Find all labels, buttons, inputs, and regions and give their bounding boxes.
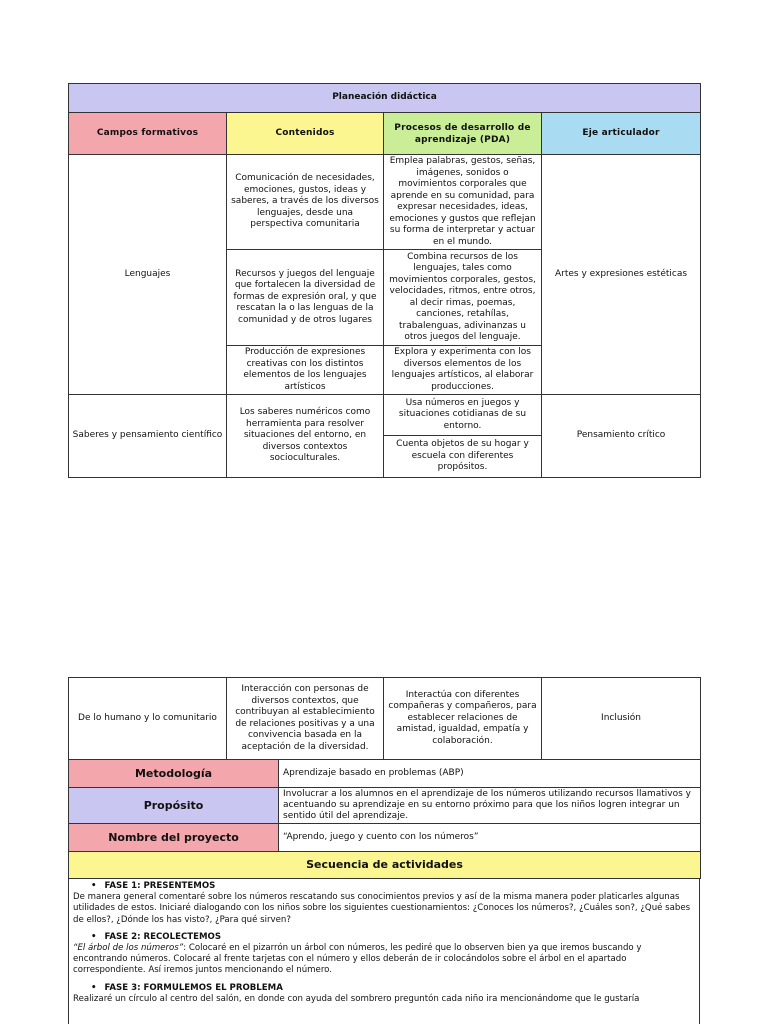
fase-1-title: • FASE 1: PRESENTEMOS <box>73 881 695 892</box>
fase-2-activity-name: “El árbol de los números” <box>73 943 184 954</box>
header-eje-articulador: Eje articulador <box>542 113 701 155</box>
campo-humano: De lo humano y lo comunitario <box>69 678 227 760</box>
fase-2-description: : Colocaré en el pizarrón un árbol con números, les pediré que lo observen bien ya que iremos buscando y encontrando números. Colocaré al frente tarjetas con el número y ellos deberán de ir colocándolos sobre el árbol en el apartado correspondiente. Así iremos juntos mencionando el número. <box>73 943 642 976</box>
eje-inclusion: Inclusión <box>542 678 701 760</box>
planeacion-table <box>68 83 701 478</box>
metodologia-value: Aprendizaje basado en problemas (ABP) <box>279 760 701 788</box>
header-contenidos: Contenidos <box>227 113 384 155</box>
contenido-cell: Interacción con personas de diversos contextos, que contribuyan al establecimiento de relaciones positivas y a una convivencia basada en la aceptación de la diversidad. <box>227 678 384 760</box>
secuencia-body <box>68 879 700 1024</box>
header-pda: Procesos de desarrollo de aprendizaje (PDA) <box>384 113 542 155</box>
contenido-cell: Recursos y juegos del lenguaje que fortalecen la diversidad de formas de expresión oral, y que rescatan la o las lenguas de la comunidad y de otros lugares <box>227 250 384 346</box>
proyecto-label: Nombre del proyecto <box>69 824 279 852</box>
proyecto-value: “Aprendo, juego y cuento con los números” <box>279 824 701 852</box>
contenido-cell: Producción de expresiones creativas con los distintos elementos de los lenguajes artísticos <box>227 346 384 395</box>
proposito-value: Involucrar a los alumnos en el aprendizaje de los números utilizando recursos llamativos y acentuando su aprendizaje en su entorno próximo para que los niños logren integrar un sentido útil del aprendizaje. <box>279 788 701 824</box>
secuencia-header: Secuencia de actividades <box>69 852 701 879</box>
proposito-label: Propósito <box>69 788 279 824</box>
fase-2-title: • FASE 2: RECOLECTEMOS <box>73 932 695 943</box>
header-campos-formativos: Campos formativos <box>69 113 227 155</box>
pda-cell: Combina recursos de los lenguajes, tales como movimientos corporales, gestos, velocidades, ritmos, entre otros, al decir rimas, poemas, canciones, retahílas, trabalenguas, adivinanzas u otros juegos del lenguaje. <box>384 250 542 346</box>
pda-cell: Emplea palabras, gestos, señas, imágenes, sonidos o movimientos corporales que aprende en su comunidad, para expresar necesidades, ideas, emociones y gustos que reflejan su forma de interpretar y actuar en el mundo. <box>384 155 542 250</box>
eje-pensamiento: Pensamiento crítico <box>542 395 701 478</box>
pda-cell: Usa números en juegos y situaciones cotidianas de su entorno. <box>384 395 542 436</box>
pda-cell: Interactúa con diferentes compañeras y compañeros, para establecer relaciones de amistad, igualdad, empatía y colaboración. <box>384 678 542 760</box>
page-title: Planeación didáctica <box>69 84 701 113</box>
proyecto-table <box>68 677 701 879</box>
campo-lenguajes: Lenguajes <box>69 155 227 395</box>
fase-2-text <box>73 943 695 977</box>
contenido-cell: Comunicación de necesidades, emociones, gustos, ideas y saberes, a través de los diversos lenguajes, desde una perspectiva comunitaria <box>227 155 384 250</box>
fase-1-text: De manera general comentaré sobre los números rescatando sus conocimientos previos y así de la misma manera poder platicarles algunas utilidades de estos. Iniciaré dialogando con los niños sobre los siguientes cuestionamientos: ¿Conoces los números?, ¿Cuáles son?, ¿Qué sabes de ellos?, ¿Dónde los has visto?, ¿Para qué sirven? <box>73 892 691 925</box>
eje-artes: Artes y expresiones estéticas <box>542 155 701 395</box>
metodologia-label: Metodología <box>69 760 279 788</box>
pda-cell: Cuenta objetos de su hogar y escuela con diferentes propósitos. <box>384 436 542 478</box>
contenido-cell: Los saberes numéricos como herramienta para resolver situaciones del entorno, en diversos contextos socioculturales. <box>227 395 384 478</box>
campo-saberes: Saberes y pensamiento científico <box>69 395 227 478</box>
fase-3-title: • FASE 3: FORMULEMOS EL PROBLEMA <box>73 983 695 994</box>
fase-3-text: Realizaré un círculo al centro del salón, en donde con ayuda del sombrero preguntón cada niño ira mencionándome que le gustaría <box>73 993 640 1004</box>
pda-cell: Explora y experimenta con los diversos elementos de los lenguajes artísticos, al elaborar producciones. <box>384 346 542 395</box>
